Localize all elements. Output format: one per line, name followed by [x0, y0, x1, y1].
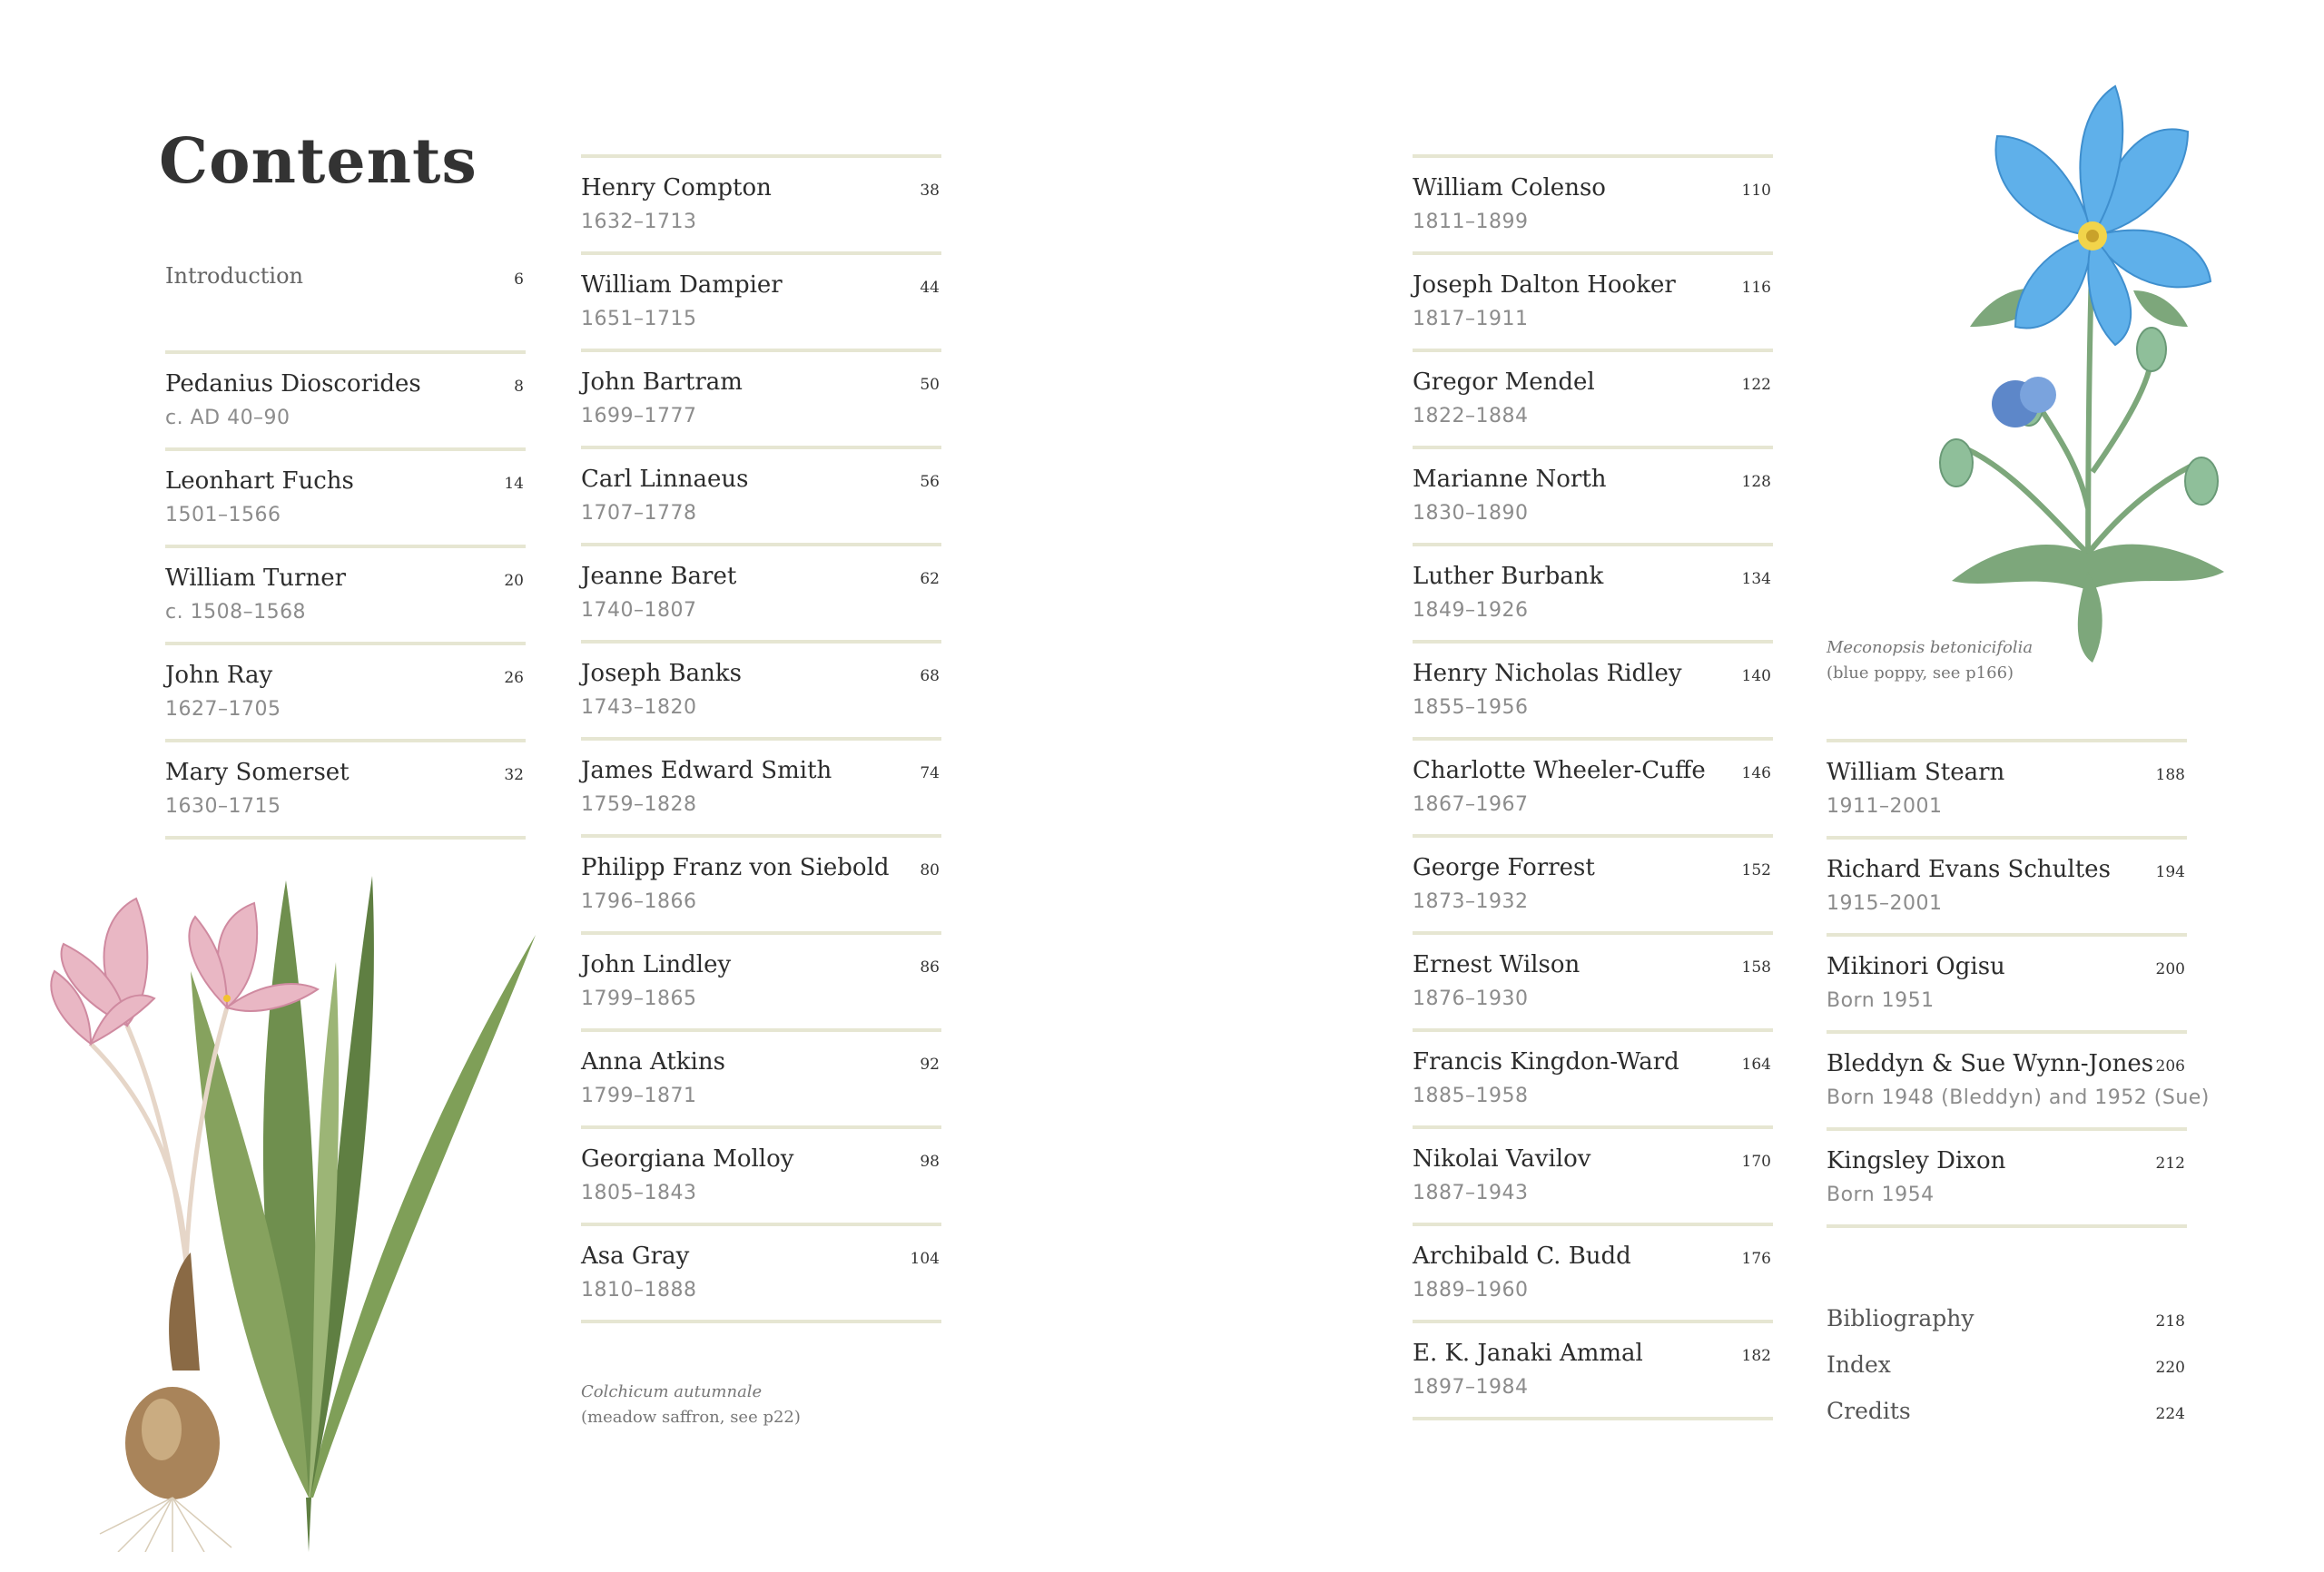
toc-entry-dates: 1805–1843	[581, 1182, 697, 1204]
toc-page-number: 92	[920, 1056, 940, 1074]
toc-entry-john-lindley[interactable]	[581, 935, 941, 1032]
toc-page-number: 32	[504, 766, 524, 784]
toc-entry-label: Bibliography	[1827, 1305, 1974, 1331]
toc-entry-dates: 1897–1984	[1413, 1376, 1529, 1399]
toc-page-number: 44	[920, 279, 940, 297]
toc-entry-name: George Forrest	[1413, 854, 1595, 881]
toc-page-number: 158	[1741, 958, 1771, 977]
toc-page-number: 98	[920, 1153, 940, 1171]
toc-entry-name: E. K. Janaki Ammal	[1413, 1340, 1643, 1367]
toc-entry-pedanius-dioscorides[interactable]	[165, 354, 526, 451]
toc-entry-name: Joseph Dalton Hooker	[1413, 271, 1676, 299]
toc-entry-charlotte-wheeler-cuffe[interactable]	[1413, 741, 1773, 838]
toc-entry-anna-atkins[interactable]	[581, 1032, 941, 1129]
toc-page-number: 62	[920, 570, 940, 588]
toc-page-number: 188	[2155, 766, 2185, 784]
toc-entry-dates: 1796–1866	[581, 890, 697, 913]
toc-page-number: 128	[1741, 473, 1771, 491]
toc-entry-james-edward-smith[interactable]	[581, 741, 941, 838]
toc-entry-dates: Born 1954	[1827, 1184, 1935, 1206]
toc-entry-philipp-franz-von-siebold[interactable]	[581, 838, 941, 935]
toc-entry-joseph-dalton-hooker[interactable]	[1413, 255, 1773, 352]
toc-page-number: 176	[1741, 1250, 1771, 1268]
toc-entry-name: John Bartram	[581, 368, 743, 396]
toc-entry-dates: 1885–1958	[1413, 1085, 1529, 1107]
toc-column-2	[581, 154, 941, 1323]
toc-entry-dates: 1822–1884	[1413, 405, 1529, 427]
toc-page-number: 152	[1741, 861, 1771, 879]
toc-page-number: 110	[1741, 182, 1771, 200]
toc-entry-dates: 1830–1890	[1413, 502, 1529, 525]
toc-page-number: 104	[910, 1250, 940, 1268]
toc-entry-bleddyn-sue-wynn-jones[interactable]	[1827, 1034, 2210, 1131]
toc-entry-dates: 1876–1930	[1413, 987, 1529, 1010]
toc-entry-richard-evans-schultes[interactable]	[1827, 840, 2187, 937]
toc-entry-dates: 1799–1871	[581, 1085, 697, 1107]
toc-entry-name: William Stearn	[1827, 759, 2005, 786]
toc-entry-john-bartram[interactable]	[581, 352, 941, 449]
toc-entry-dates: c. 1508–1568	[165, 601, 307, 624]
toc-entry-gregor-mendel[interactable]	[1413, 352, 1773, 449]
toc-introduction[interactable]	[165, 260, 526, 350]
toc-entry-dates: 1889–1960	[1413, 1279, 1529, 1302]
caption-common-name: (blue poppy, see p166)	[1827, 663, 2014, 683]
toc-entry-dates: 1849–1926	[1413, 599, 1529, 622]
toc-page-number: 182	[1741, 1347, 1771, 1365]
toc-page-number: 116	[1741, 279, 1771, 297]
toc-entry-dates: Born 1951	[1827, 989, 1935, 1012]
toc-entry-name: Leonhart Fuchs	[165, 467, 354, 495]
toc-entry-leonhart-fuchs[interactable]	[165, 451, 526, 548]
toc-entry-mary-somerset[interactable]	[165, 742, 526, 840]
toc-entry-carl-linnaeus[interactable]	[581, 449, 941, 546]
toc-page-number: 218	[2155, 1312, 2185, 1331]
toc-column-3	[1413, 154, 1773, 1420]
toc-entry-label: Credits	[1827, 1398, 1911, 1424]
toc-entry-marianne-north[interactable]	[1413, 449, 1773, 546]
toc-page-number: 224	[2155, 1405, 2185, 1423]
toc-page-number: 206	[2155, 1057, 2185, 1076]
toc-entry-dates: 1630–1715	[165, 795, 281, 818]
toc-page-number: 26	[504, 669, 524, 687]
toc-entry-dates: 1810–1888	[581, 1279, 697, 1302]
toc-credits[interactable]	[1827, 1398, 2187, 1444]
toc-page-number: 146	[1741, 764, 1771, 782]
toc-page-number: 194	[2155, 863, 2185, 881]
toc-entry-name: Philipp Franz von Siebold	[581, 854, 890, 881]
toc-entry-dates: 1699–1777	[581, 405, 697, 427]
blue-poppy-illustration	[1870, 82, 2251, 663]
toc-entry-name: John Ray	[165, 662, 273, 689]
toc-entry-dates: 1911–2001	[1827, 795, 1943, 818]
saffron-roots	[100, 1498, 231, 1552]
toc-entry-dates: 1799–1865	[581, 987, 697, 1010]
toc-entry-georgiana-molloy[interactable]	[581, 1129, 941, 1226]
toc-entry-name: Bleddyn & Sue Wynn-Jones	[1827, 1050, 2154, 1077]
toc-page-number: 220	[2155, 1359, 2185, 1377]
toc-entry-name: Gregor Mendel	[1413, 368, 1595, 396]
toc-entry-william-dampier[interactable]	[581, 255, 941, 352]
toc-entry-name: Archibald C. Budd	[1413, 1243, 1631, 1270]
toc-column-1	[165, 350, 526, 840]
toc-entry-name: Charlotte Wheeler-Cuffe	[1413, 757, 1706, 784]
toc-entry-name: John Lindley	[581, 951, 732, 978]
toc-index[interactable]	[1827, 1351, 2187, 1398]
toc-entry-francis-kingdon-ward[interactable]	[1413, 1032, 1773, 1129]
toc-bibliography[interactable]	[1827, 1305, 2187, 1351]
toc-entry-name: Georgiana Molloy	[581, 1145, 794, 1173]
saffron-neck	[169, 1253, 200, 1371]
toc-page-number: 122	[1741, 376, 1771, 394]
toc-page-number: 20	[504, 572, 524, 590]
toc-entry-henry-compton[interactable]	[581, 158, 941, 255]
toc-entry-name: Asa Gray	[581, 1243, 690, 1270]
toc-entry-name: Marianne North	[1413, 466, 1607, 493]
toc-entry-name: Richard Evans Schultes	[1827, 856, 2111, 883]
toc-entry-dates: 1759–1828	[581, 793, 697, 816]
toc-entry-asa-gray[interactable]	[581, 1226, 941, 1323]
toc-entry-dates: 1707–1778	[581, 502, 697, 525]
toc-page-number: 68	[920, 667, 940, 685]
toc-entry-dates: 1811–1899	[1413, 211, 1529, 233]
toc-entry-name: Mikinori Ogisu	[1827, 953, 2005, 980]
poppy-flower-petals	[1995, 86, 2211, 345]
toc-page-number: 74	[920, 764, 940, 782]
toc-entry-ernest-wilson[interactable]	[1413, 935, 1773, 1032]
page-title: Contents	[159, 125, 478, 198]
toc-entry-kingsley-dixon[interactable]	[1827, 1131, 2187, 1228]
toc-entry-dates: 1915–2001	[1827, 892, 1943, 915]
toc-page-number: 170	[1741, 1153, 1771, 1171]
toc-entry-name: William Turner	[165, 565, 347, 592]
toc-entry-name: Henry Compton	[581, 174, 772, 201]
toc-page-number: 212	[2155, 1154, 2185, 1173]
toc-page-number: 140	[1741, 667, 1771, 685]
toc-entry-label: Introduction	[165, 263, 303, 289]
toc-entry-name: Kingsley Dixon	[1827, 1147, 2006, 1174]
toc-entry-name: Pedanius Dioscorides	[165, 370, 421, 398]
toc-entry-dates: Born 1948 (Bleddyn) and 1952 (Sue)	[1827, 1086, 2210, 1109]
toc-back-matter	[1827, 1305, 2187, 1444]
toc-entry-name: Jeanne Baret	[581, 563, 737, 590]
toc-entry-john-ray[interactable]	[165, 645, 526, 742]
toc-page-number: 14	[504, 475, 524, 493]
toc-page-number: 86	[920, 958, 940, 977]
toc-page-number: 38	[920, 182, 940, 200]
toc-entry-dates: 1743–1820	[581, 696, 697, 719]
toc-entry-dates: 1651–1715	[581, 308, 697, 330]
meadow-saffron-illustration	[36, 862, 545, 1552]
toc-entry-name: Ernest Wilson	[1413, 951, 1581, 978]
toc-entry-william-turner[interactable]	[165, 548, 526, 645]
toc-entry-name: Francis Kingdon-Ward	[1413, 1048, 1679, 1076]
toc-page-number: 56	[920, 473, 940, 491]
toc-entry-dates: 1887–1943	[1413, 1182, 1529, 1204]
toc-entry-nikolai-vavilov[interactable]	[1413, 1129, 1773, 1226]
toc-entry-william-colenso[interactable]	[1413, 158, 1773, 255]
toc-entry-george-forrest[interactable]	[1413, 838, 1773, 935]
toc-entry-dates: 1740–1807	[581, 599, 697, 622]
toc-entry-luther-burbank[interactable]	[1413, 546, 1773, 644]
toc-entry-dates: 1817–1911	[1413, 308, 1529, 330]
toc-entry-name: Nikolai Vavilov	[1413, 1145, 1591, 1173]
toc-page-number: 80	[920, 861, 940, 879]
toc-entry-henry-nicholas-ridley[interactable]	[1413, 644, 1773, 741]
caption-common-name: (meadow saffron, see p22)	[581, 1408, 801, 1427]
toc-entry-dates: 1501–1566	[165, 504, 281, 526]
toc-entry-dates: 1855–1956	[1413, 696, 1529, 719]
toc-column-4	[1827, 739, 2210, 1228]
toc-entry-dates: c. AD 40–90	[165, 407, 290, 429]
toc-entry-name: Carl Linnaeus	[581, 466, 749, 493]
toc-entry-name: Anna Atkins	[581, 1048, 725, 1076]
toc-entry-mikinori-ogisu[interactable]	[1827, 937, 2187, 1034]
toc-page-number: 50	[920, 376, 940, 394]
toc-entry-joseph-banks[interactable]	[581, 644, 941, 741]
toc-entry-name: William Dampier	[581, 271, 783, 299]
toc-entry-dates: 1632–1713	[581, 211, 697, 233]
toc-entry-name: William Colenso	[1413, 174, 1606, 201]
toc-entry-archibald-c-budd[interactable]	[1413, 1226, 1773, 1323]
caption-scientific-name: Meconopsis betonicifolia	[1827, 638, 2034, 657]
toc-entry-label: Index	[1827, 1351, 1891, 1378]
toc-entry-name: Joseph Banks	[581, 660, 742, 687]
toc-entry-e-k-janaki-ammal[interactable]	[1413, 1323, 1773, 1420]
toc-entry-dates: 1873–1932	[1413, 890, 1529, 913]
toc-entry-name: Luther Burbank	[1413, 563, 1604, 590]
toc-page-number: 134	[1741, 570, 1771, 588]
caption-meadow-saffron	[581, 1380, 801, 1430]
toc-page-number: 8	[514, 378, 524, 396]
saffron-stamen	[223, 995, 231, 1002]
toc-entry-dates: 1627–1705	[165, 698, 281, 721]
toc-page-number: 164	[1741, 1056, 1771, 1074]
toc-page-number: 200	[2155, 960, 2185, 978]
toc-page-number: 6	[514, 270, 524, 289]
caption-scientific-name: Colchicum autumnale	[581, 1382, 763, 1401]
toc-entry-dates: 1867–1967	[1413, 793, 1529, 816]
toc-entry-name: James Edward Smith	[581, 757, 832, 784]
toc-entry-jeanne-baret[interactable]	[581, 546, 941, 644]
toc-entry-name: Mary Somerset	[165, 759, 350, 786]
toc-entry-name: Henry Nicholas Ridley	[1413, 660, 1682, 687]
toc-entry-william-stearn[interactable]	[1827, 742, 2187, 840]
